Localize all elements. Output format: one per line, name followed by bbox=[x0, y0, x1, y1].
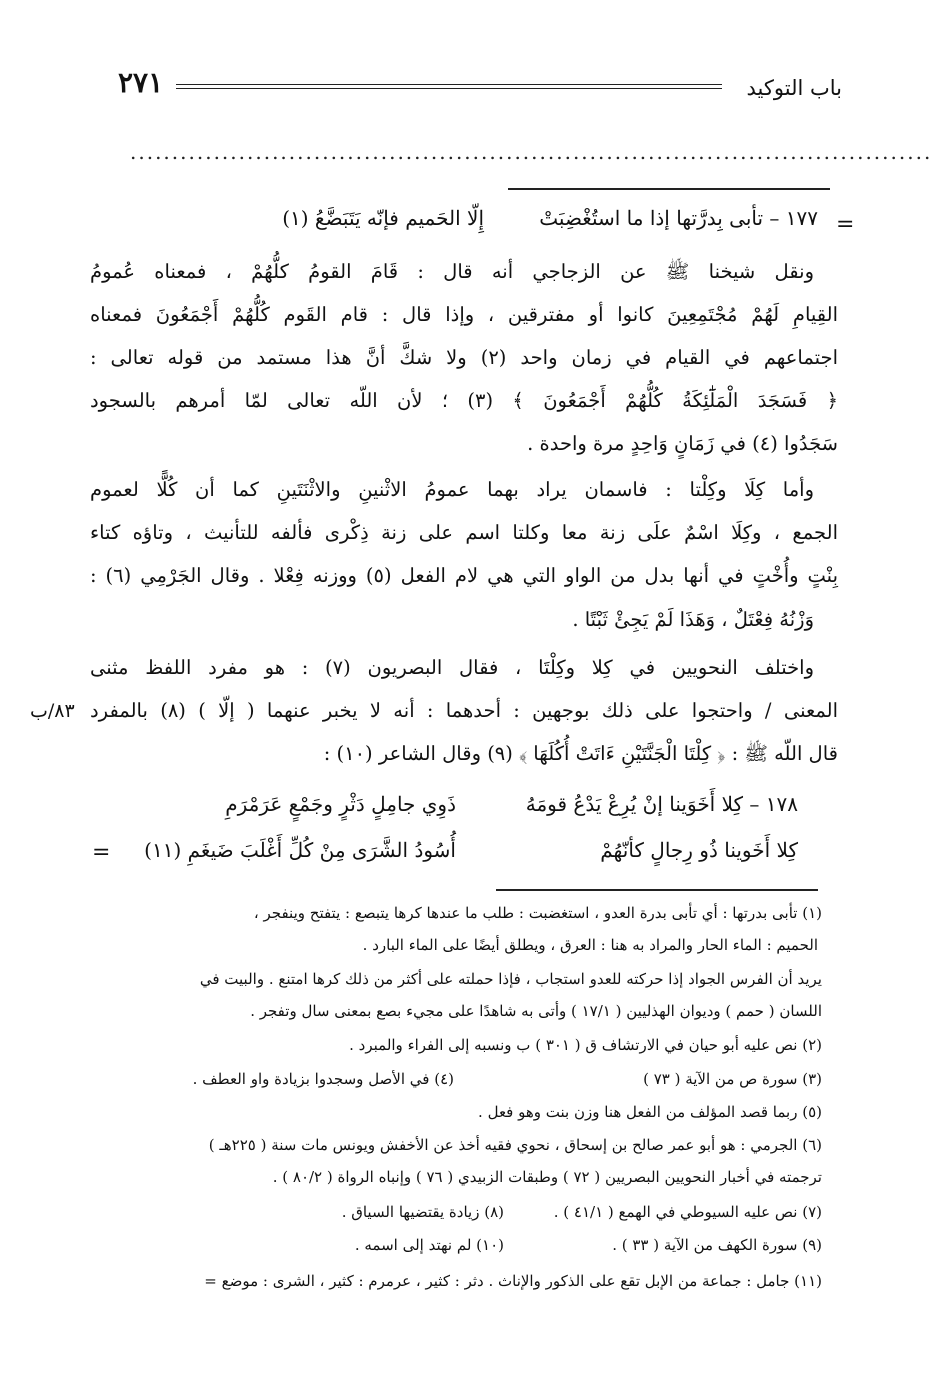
body-line: ونقل شيخنا ﷺ عن الزجاجي أنه قال : قَامَ القومُ كلُّهُمْ ، فمعناه عُمومُ bbox=[90, 260, 814, 283]
footnote-line: اللسان ( حمم ) وديوان الهذليين ( ١٧/١ ) وأتى به شاهدًا على مجيء بصع بمعنى سال وتفجر . bbox=[250, 1002, 822, 1020]
footnote-6-cont: ترجمته في أخبار النحويين البصريين ( ٧٢ ) وطبقات الزبيدي ( ٧٦ ) وإنباه الرواة ( ٨٠/٢ ) . bbox=[272, 1168, 822, 1186]
dotted-separator: ................................................................................................ bbox=[130, 140, 933, 164]
verse-top-rule bbox=[508, 188, 830, 190]
footnote-6: (٦) الجرمي : هو أبو عمر صالح بن إسحاق ، نحوي فقيه أخذ عن الأخفش ويونس مات سنة ( ٢٢٥هـ ) bbox=[208, 1136, 822, 1154]
footnote-7: (٧) نص عليه السيوطي في الهمع ( ٤١/١ ) . bbox=[553, 1203, 822, 1221]
body-line: قال اللّه ﷺ : ﴿ كِلْتَا الْجَنَّتَيْنِ ءَاتَتْ أُكُلَهَا ﴾ (٩) وقال الشاعر (١٠) : bbox=[323, 742, 838, 765]
chapter-title: باب التوكيد bbox=[746, 76, 842, 100]
header-rule bbox=[176, 84, 722, 89]
body-line: واختلف النحويين في كِلا وكِلْتَا ، فقال البصريون (٧) : هو مفرد اللفظ مثنى bbox=[90, 656, 814, 679]
footnote-9: (٩) سورة الكهف من الآية ( ٣٣ ) . bbox=[612, 1236, 822, 1254]
verse-178-line1-left: ذَوِي جامِلٍ دَثْرٍ وجَمْعٍ عَرَمْرَمِ bbox=[225, 792, 456, 816]
body-line: اجتماعهم في القيام في زمان واحد (٢) ولا شكَّ أنَّ هذا مستمد من قوله تعالى : bbox=[90, 346, 838, 369]
continuation-marker: = bbox=[92, 840, 111, 865]
page-number: ٢٧١ bbox=[118, 66, 164, 99]
body-line: وَزْنُهُ فِعْتَلٌ ، وَهَذَا لَمْ يَجِئْ ثَبْتًا . bbox=[572, 608, 814, 631]
footnote-line: الحميم : الماء الحار والمراد به هنا : العرق ، ويطلق أيضًا على الماء البارد . bbox=[362, 936, 818, 954]
verse-178-line1-right: ١٧٨ – كِلا أَخَوَينا إنْ يُرِعْ يَدْعُ قومَهُ bbox=[525, 792, 798, 816]
footnote-8: (٨) زيادة يقتضيها السياق . bbox=[341, 1203, 504, 1221]
verse-177-second-hemistich: إِلّا الحَميم فإنّه يَتَبَضَّعُ (١) bbox=[282, 206, 484, 230]
verse-177-first-hemistich: ١٧٧ – تأبى بِدرَّتها إذا ما استُغْضِبَتْ bbox=[539, 206, 818, 230]
verse-178-line2-right: كِلا أَخَوينا ذُو رِجالٍ كأنّهُمْ bbox=[600, 838, 798, 862]
footnote-3: (٣) سورة ص من الآية ( ٧٣ ) bbox=[643, 1070, 822, 1088]
continuation-marker: = bbox=[836, 212, 855, 237]
footnote-line: (٢) نص عليه أبو حيان في الارتشاف ق ( ٣٠١ ) ب ونسبه إلى الفراء والمبرد . bbox=[349, 1036, 822, 1054]
footnote-5: (٥) ربما قصد المؤلف من الفعل هنا وزن بنت وهو فعل . bbox=[478, 1103, 822, 1121]
body-line: وأما كِلَا وكِلْتا : فاسمان يراد بهما عمومُ الاثْنينِ والاثْنَتَينِ كما أن كُلًّا لعموم bbox=[90, 478, 814, 501]
body-line: الجمع ، وكِلَا اسْمٌ علَى زنة معا وكلتا اسم على زنة ذِكْرى فألفه للتأنيث ، وتاؤه كتاء bbox=[90, 521, 838, 544]
manuscript-folio-note: ٨٣/ب bbox=[30, 700, 75, 722]
verse-178-line2-left: أُسُودُ الشَّرَى مِنْ كُلِّ أَغْلَبَ ضَيغَمِ (١١) bbox=[144, 838, 456, 862]
footnote-11: (١١) جامل : جماعة من الإبل تقع على الذكور والإناث . دثر : كثير ، عرمرم : كثير ، الشرى : موضع = bbox=[204, 1272, 822, 1290]
footnote-rule bbox=[496, 889, 818, 891]
body-line: بِنْتٍ وأُخْتٍ في أنها بدل من الواو التي هي لام الفعل (٥) ووزنه فِعْلا . وقال الجَرْمِي (٦) : bbox=[90, 564, 838, 587]
footnote-10: (١٠) لم نهتد إلى اسمه . bbox=[354, 1236, 504, 1254]
body-line: القِيامِ لَهُمْ مُجْتَمِعِينَ كانوا أو مفترقين ، وإذا قال : قام القَوم كُلُّهُمْ أَجْمَعُونَ فمعناه bbox=[90, 303, 838, 326]
body-line: ﴿ فَسَجَدَ الْمَلَٰٓئِكَةُ كُلُّهُمْ أَجْمَعُونَ ﴾ (٣) ؛ لأن اللّه تعالى لمّا أمرهم بالسجود bbox=[90, 389, 839, 412]
body-line: سَجَدُوا (٤) في زَمَانٍ وَاحِدٍ مرة واحدة . bbox=[527, 432, 838, 455]
footnote-line: (١) تأبى بدرتها : أي تأبى بدرة العدو ، استغضبت : طلب ما عندها كرها يتبصع : يتفتح وينفجر ، bbox=[253, 904, 822, 922]
footnote-line: يريد أن الفرس الجواد إذا حركته للعدو استجاب ، فإذا حملته على أكثر من ذلك كرها امتنع . والبيت في bbox=[199, 970, 822, 988]
body-line: المعنى / واحتجوا على ذلك بوجهين : أحدهما : أنه لا يخبر عنهما ( إلّا ) (٨) بالمفرد bbox=[90, 699, 838, 722]
footnote-4: (٤) في الأصل وسجدوا بزيادة واو العطف . bbox=[192, 1070, 454, 1088]
